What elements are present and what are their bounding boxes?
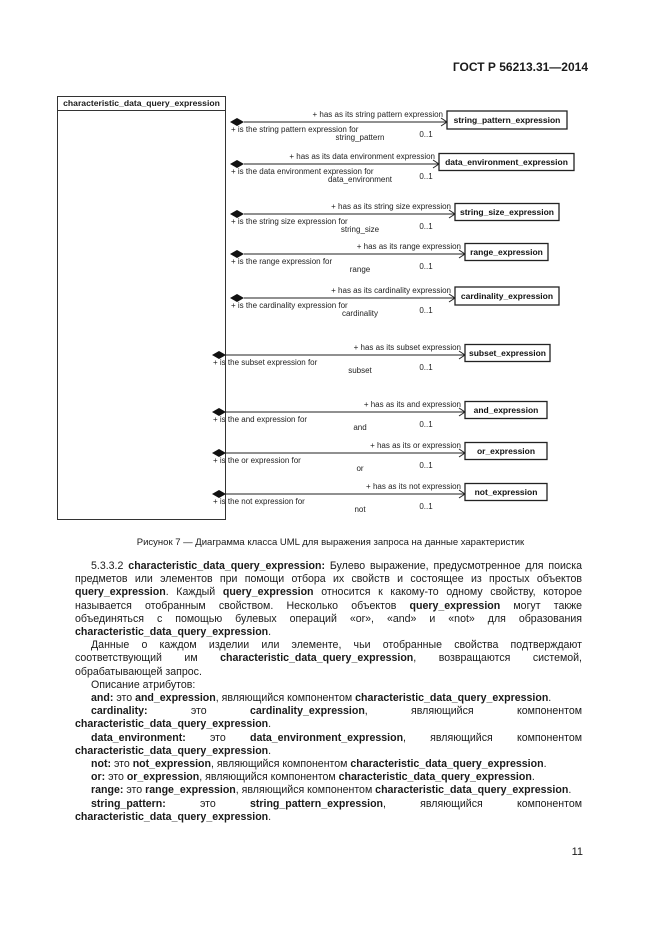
role-name: cardinality xyxy=(341,309,379,318)
term-query-expression: query_expression xyxy=(409,599,501,612)
attribute-term: characteristic_data_query_expression xyxy=(75,810,269,823)
role-name: subset xyxy=(348,366,372,375)
text-run: , являющийся компонентом xyxy=(235,784,376,797)
text-run: могут также объединяться с помощью булевых операций «or», «and» и «not» для образования xyxy=(75,599,582,625)
attribute-term: characteristic_data_query_expression xyxy=(375,784,569,797)
role-name: data_environment xyxy=(327,175,393,184)
attribute-term: cardinality: xyxy=(91,705,148,718)
text-run: . xyxy=(548,692,552,705)
text-run: . xyxy=(268,744,272,757)
text-run: . Каждый xyxy=(165,586,223,599)
reverse-role-label: + is the and expression for xyxy=(213,415,308,424)
text-run: . xyxy=(268,718,272,731)
forward-role-label: + has as its and expression xyxy=(363,400,461,409)
attribute-term: not: xyxy=(91,758,111,771)
forward-role-label: + has as its string pattern expression xyxy=(312,110,443,119)
attributes-intro: Описание атрибутов: xyxy=(91,678,196,691)
text-run: это xyxy=(147,705,250,718)
page-number: 11 xyxy=(571,846,583,858)
attribute-term: characteristic_data_query_expression xyxy=(75,744,269,757)
reverse-role-label: + is the cardinality expression for xyxy=(231,301,348,310)
uml-target-class-name: string_size_expression xyxy=(459,207,555,217)
uml-target-class-name: range_expression xyxy=(470,247,543,257)
text-run: . xyxy=(531,771,535,784)
attribute-term: data_environment_expression xyxy=(249,731,404,744)
attribute-term: characteristic_data_query_expression xyxy=(338,771,532,784)
forward-role-label: + has as its data environment expression xyxy=(289,152,435,161)
multiplicity-label: 0..1 xyxy=(419,502,433,511)
multiplicity-label: 0..1 xyxy=(419,363,433,372)
multiplicity-label: 0..1 xyxy=(419,222,433,231)
forward-role-label: + has as its not expression xyxy=(366,482,461,491)
attribute-term: range_expression xyxy=(145,784,236,797)
reverse-role-label: + is the not expression for xyxy=(213,497,305,506)
text-run: , являющийся компонентом xyxy=(211,758,351,771)
text-run: это xyxy=(105,771,127,784)
term-characteristic-data-query-expression: characteristic_data_query_expression xyxy=(75,626,269,639)
paragraph-return xyxy=(75,639,582,679)
multiplicity-label: 0..1 xyxy=(419,172,433,181)
forward-role-label: + has as its or expression xyxy=(370,441,461,450)
text-run: , являющийся компонентом xyxy=(364,705,582,718)
attribute-term: characteristic_data_query_expression xyxy=(350,758,544,771)
text-run: , являющийся компонентом xyxy=(383,797,582,810)
attribute-term: string_pattern_expression xyxy=(249,797,384,810)
multiplicity-label: 0..1 xyxy=(419,262,433,271)
role-name: range xyxy=(349,265,371,274)
role-name: and xyxy=(353,423,367,432)
multiplicity-label: 0..1 xyxy=(419,306,433,315)
text-run: относится к какому-то одному свойству, которое называется отобранным свойством. Несколько объектов xyxy=(75,586,582,612)
text-run: это xyxy=(113,692,136,705)
uml-target-class-name: subset_expression xyxy=(468,348,547,358)
attribute-item xyxy=(75,705,582,731)
text-run: . xyxy=(268,810,272,823)
attribute-list xyxy=(75,692,582,824)
section-number: 5.3.3.2 xyxy=(91,560,124,572)
section-term: characteristic_data_query_expression: xyxy=(128,560,325,572)
text-run: это xyxy=(185,731,250,744)
uml-target-class-name: or_expression xyxy=(476,446,536,456)
attribute-item xyxy=(75,784,582,797)
uml-target-class-name: data_environment_expression xyxy=(445,157,568,167)
attribute-term: range: xyxy=(91,784,124,797)
text-run: , являющийся компонентом xyxy=(199,771,339,784)
uml-target-class-name: not_expression xyxy=(474,487,538,497)
forward-role-label: + has as its cardinality expression xyxy=(331,286,451,295)
attribute-term: or_expression xyxy=(126,771,200,784)
multiplicity-label: 0..1 xyxy=(419,130,433,139)
text-run: Данные о каждом изделии или элементе, чьи отобранные свойства подтверждают соответствующий им xyxy=(75,639,582,665)
attribute-term: or: xyxy=(91,771,106,784)
text-run: . xyxy=(568,784,572,797)
attribute-term: data_environment: xyxy=(91,731,186,744)
reverse-role-label: + is the string size expression for xyxy=(231,217,348,226)
attribute-term: and_expression xyxy=(135,692,216,705)
forward-role-label: + has as its range expression xyxy=(356,242,461,251)
reverse-role-label: + is the data environment expression for xyxy=(231,167,374,176)
text-run: . xyxy=(543,758,547,771)
multiplicity-label: 0..1 xyxy=(419,420,433,429)
attribute-item xyxy=(75,692,582,705)
uml-target-class-name: string_pattern_expression xyxy=(453,115,561,125)
role-name: or xyxy=(356,464,364,473)
attribute-term: cardinality_expression xyxy=(249,705,365,718)
reverse-role-label: + is the or expression for xyxy=(213,456,301,465)
document-id-header: ГОСТ Р 56213.31—2014 xyxy=(452,60,588,74)
text-run: Булево выражение, предусмотренное для поиска предметов или элементов при помощи отбора их свойств и состоящее из простых объектов xyxy=(75,560,582,586)
role-name: not xyxy=(354,505,366,514)
attribute-term: string_pattern: xyxy=(91,797,166,810)
term-query-expression: query_expression xyxy=(75,586,166,599)
role-name: string_pattern xyxy=(335,133,385,142)
reverse-role-label: + is the range expression for xyxy=(231,257,333,266)
attribute-term: characteristic_data_query_expression xyxy=(75,718,269,731)
attribute-term: and: xyxy=(91,692,114,705)
text-run: , возвращаются системой, обрабатывающей запрос. xyxy=(75,652,583,678)
section-body xyxy=(75,560,582,824)
reverse-role-label: + is the subset expression for xyxy=(213,358,318,367)
text-run: это xyxy=(123,784,146,797)
attribute-item xyxy=(75,758,582,771)
term-query-expression: query_expression xyxy=(222,586,314,599)
text-run: , являющийся компонентом xyxy=(403,731,582,744)
attribute-item xyxy=(75,771,582,784)
text-run: это xyxy=(165,797,250,810)
term-characteristic-data-query-expression: characteristic_data_query_expression xyxy=(220,652,414,665)
uml-target-class-name: cardinality_expression xyxy=(460,291,554,301)
uml-target-class-name: and_expression xyxy=(473,405,539,415)
figure-caption: Рисунок 7 — Диаграмма класса UML для выражения запроса на данные характеристик xyxy=(136,537,525,548)
attribute-item xyxy=(75,732,582,758)
attribute-term: characteristic_data_query_expression xyxy=(355,692,549,705)
text-run: это xyxy=(111,758,133,771)
forward-role-label: + has as its subset expression xyxy=(353,343,461,352)
multiplicity-label: 0..1 xyxy=(419,461,433,470)
attribute-term: not_expression xyxy=(132,758,211,771)
paragraph-definition xyxy=(75,560,582,639)
reverse-role-label: + is the string pattern expression for xyxy=(231,125,359,134)
attribute-item xyxy=(75,798,582,824)
forward-role-label: + has as its string size expression xyxy=(331,202,451,211)
text-run: , являющийся компонентом xyxy=(215,692,356,705)
text-run: . xyxy=(268,626,272,639)
role-name: string_size xyxy=(340,225,380,234)
uml-main-class-name: characteristic_data_query_expression xyxy=(58,98,225,111)
